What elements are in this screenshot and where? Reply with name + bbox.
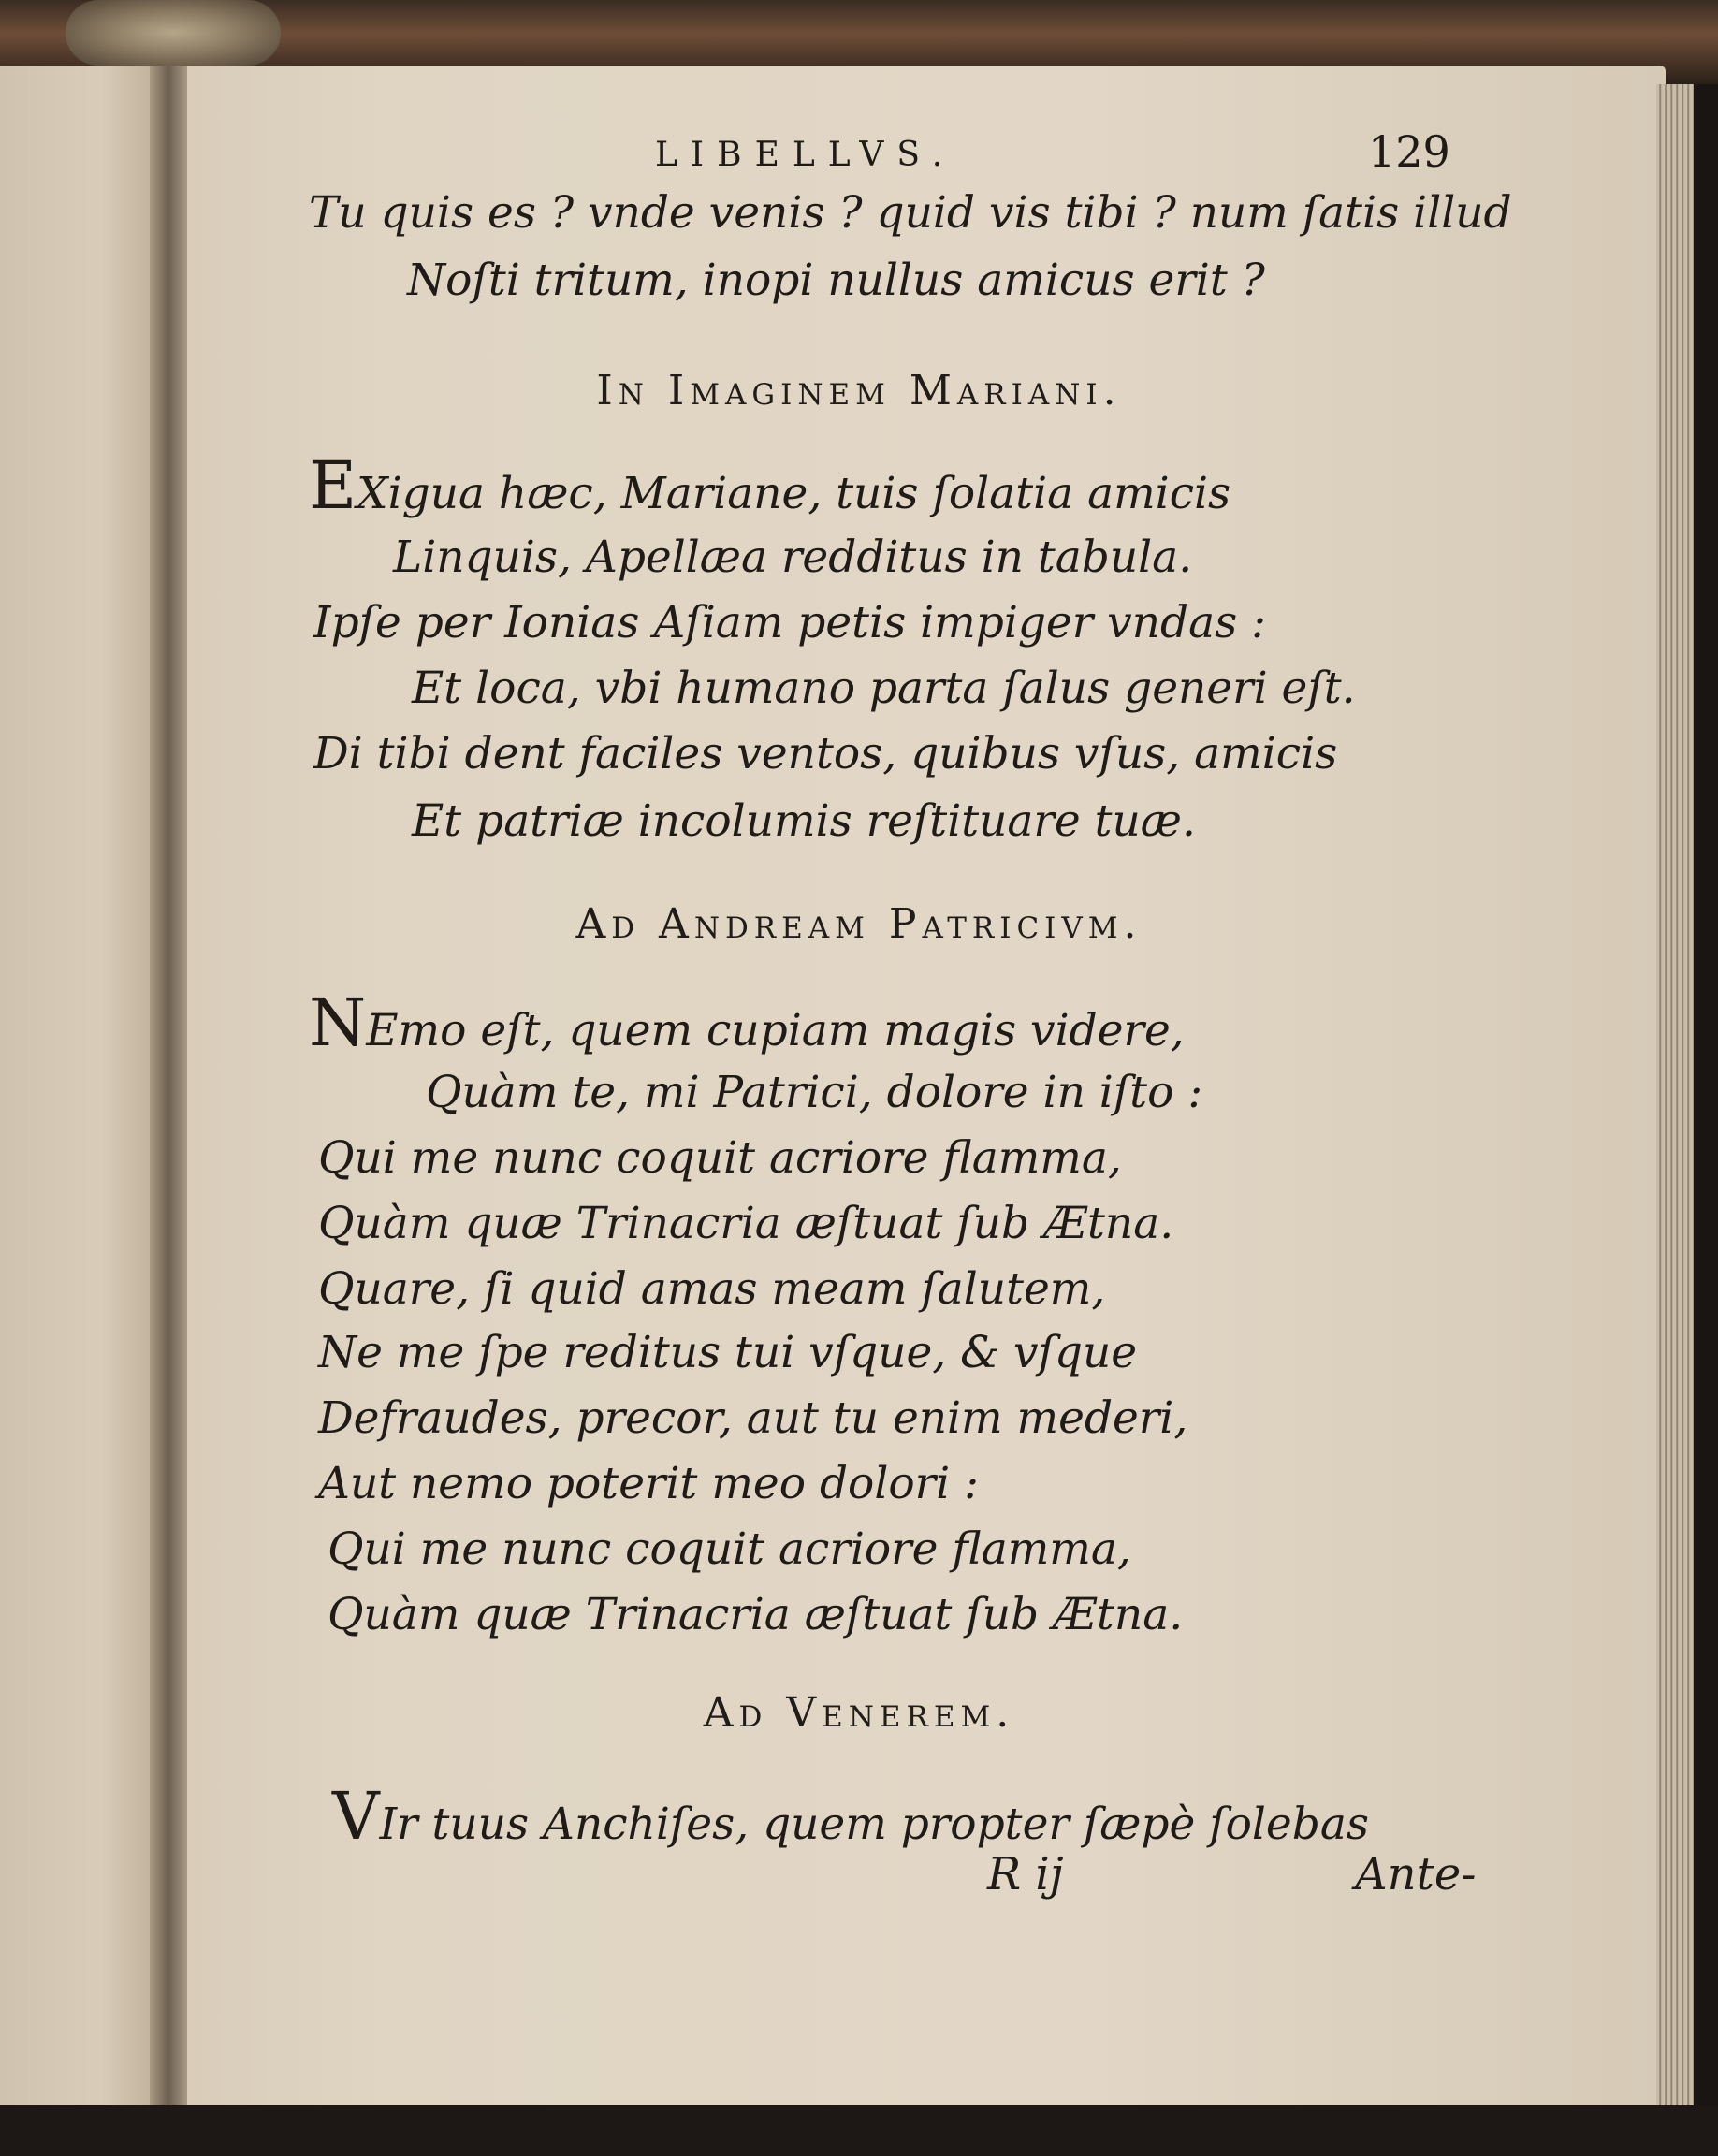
verse-line: Et loca, vbi humano parta ſalus generi eſt. xyxy=(412,663,1356,714)
verse-line: Quare, ſi quid amas meam ſalutem, xyxy=(318,1263,1106,1315)
verse-line xyxy=(309,447,1718,524)
verse-line: Ne me ſpe reditus tui vſque, & vſque xyxy=(318,1327,1138,1378)
verse-line: Defraudes, precor, aut tu enim mederi, xyxy=(318,1392,1188,1444)
opening-line: Noſti tritum, inopi nullus amicus erit ? xyxy=(407,255,1265,306)
poem-title: Ad Venerem. xyxy=(703,1689,1015,1737)
verse-line: Quàm quæ Trinacria æſtuat ſub Ætna. xyxy=(328,1589,1184,1640)
verse-line: Qui me nunc coquit acriore flamma, xyxy=(318,1132,1122,1184)
background-bottom xyxy=(0,2105,1718,2156)
verse-line-text: Ir tuus Anchiſes, quem propter ſæpè ſolebas xyxy=(379,1799,1369,1850)
verse-line xyxy=(332,1778,1718,1855)
drop-initial: E xyxy=(309,447,357,524)
verse-line-text: Xigua hæc, Mariane, tuis ſolatia amicis xyxy=(357,468,1231,519)
verse-line: Aut nemo poterit meo dolori : xyxy=(318,1458,979,1509)
verse-line: Linquis, Apellæa redditus in tabula. xyxy=(393,532,1193,583)
page-number: 129 xyxy=(1368,126,1450,177)
verse-line: Quàm te, mi Patrici, dolore in iſto : xyxy=(426,1067,1203,1118)
verse-line xyxy=(309,984,1718,1061)
poem-title: Ad Andream Patricivm. xyxy=(575,900,1143,948)
signature-mark: R ij xyxy=(987,1848,1064,1901)
drop-initial: N xyxy=(309,984,367,1061)
verse-line: Qui me nunc coquit acriore flamma, xyxy=(328,1523,1131,1575)
drop-initial: V xyxy=(332,1778,380,1855)
opening-line: Tu quis es ? vnde venis ? quid vis tibi ? num ſatis illud xyxy=(309,187,1512,239)
verse-line-text: Emo eſt, quem cupiam magis videre, xyxy=(366,1005,1185,1056)
verse-line: Et patriæ incolumis reſtituare tuæ. xyxy=(412,795,1196,847)
verse-line: Quàm quæ Trinacria æſtuat ſub Ætna. xyxy=(318,1198,1174,1249)
binding-knot xyxy=(66,0,281,66)
running-head: LIBELLVS. xyxy=(655,136,956,174)
poem-title: In Imaginem Mariani. xyxy=(596,367,1122,415)
verse-line: Di tibi dent faciles ventos, quibus vſus, amicis xyxy=(313,728,1338,779)
verse-line: Ipſe per Ionias Aſiam petis impiger vndas : xyxy=(313,597,1266,648)
catchword: Ante- xyxy=(1355,1848,1477,1901)
